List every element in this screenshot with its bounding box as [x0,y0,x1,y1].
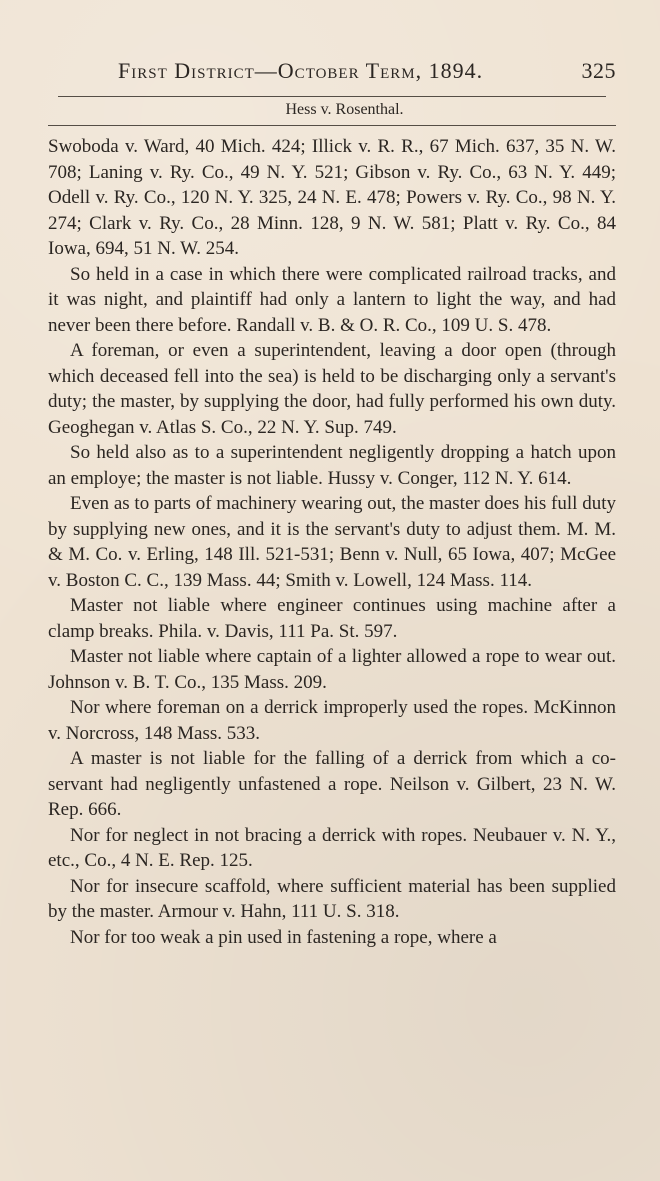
paragraph: Swoboda v. Ward, 40 Mich. 424; Illick v. R. R., 67 Mich. 637, 35 N. W. 708; Laning v. Ry. Co., 49 N. Y. 521; Gibson v. Ry. Co., 63 N. Y. 449; Odell v. Ry. Co., 120 N. Y. 325, 24 N. E. 478; Powers v. Ry. Co., 98 N. Y. 274; Clark v. Ry. Co., 28 Minn. 128, 9 N. W. 581; Platt v. Ry. Co., 84 Iowa, 694, 51 N. W. 254. [48,136,616,259]
paragraph: Nor for neglect in not bracing a derrick with ropes. Neubauer v. N. Y., etc., Co., 4 N. E. Rep. 125. [48,824,616,871]
header-rule-top [58,96,606,97]
paragraph: A master is not liable for the falling of a derrick from which a co-servant had negligently unfastened a rope. Neilson v. Gilbert, 23 N. W. Rep. 666. [48,748,616,820]
paragraph: Nor for insecure scaffold, where sufficient material has been supplied by the master. Armour v. Hahn, 111 U. S. 318. [48,875,616,922]
paragraph: So held also as to a superintendent negligently dropping a hatch upon an employe; the master is not liable. Hussy v. Conger, 112 N. Y. 614. [48,442,616,489]
running-head-title: First District—October Term, 1894. [118,58,484,83]
paragraph: A foreman, or even a superintendent, leaving a door open (through which deceased fell into the sea) is held to be discharging only a servant's duty; the master, by supplying the door, had fully performed his own duty. Geoghegan v. Atlas S. Co., 22 N. Y. Sup. 749. [48,340,616,438]
paragraph: Master not liable where engineer continues using machine after a clamp breaks. Phila. v. Davis, 111 Pa. St. 597. [48,595,616,642]
paragraph: Nor where foreman on a derrick improperly used the ropes. McKinnon v. Norcross, 148 Mass. 533. [48,697,616,744]
page-body [48,134,616,950]
paragraph: Master not liable where captain of a lighter allowed a rope to wear out. Johnson v. B. T. Co., 135 Mass. 209. [48,646,616,693]
paragraph: Nor for too weak a pin used in fastening a rope, where a [70,926,497,948]
header-rule-bottom [48,125,616,126]
running-head [118,58,616,84]
paragraph: Even as to parts of machinery wearing out, the master does his full duty by supplying new ones, and it is the servant's duty to adjust them. M. M. & M. Co. v. Erling, 148 Ill. 521-531; Benn v. Null, 65 Iowa, 407; McGee v. Boston C. C., 139 Mass. 44; Smith v. Lowell, 124 Mass. 114. [48,493,616,591]
page-number: 325 [581,58,616,83]
case-name: Hess v. Rosenthal. [285,101,404,118]
paragraph: So held in a case in which there were complicated railroad tracks, and it was night, and plaintiff had only a lantern to light the way, and had never been there before. Randall v. B. & O. R. Co., 109 U. S. 478. [48,263,616,336]
